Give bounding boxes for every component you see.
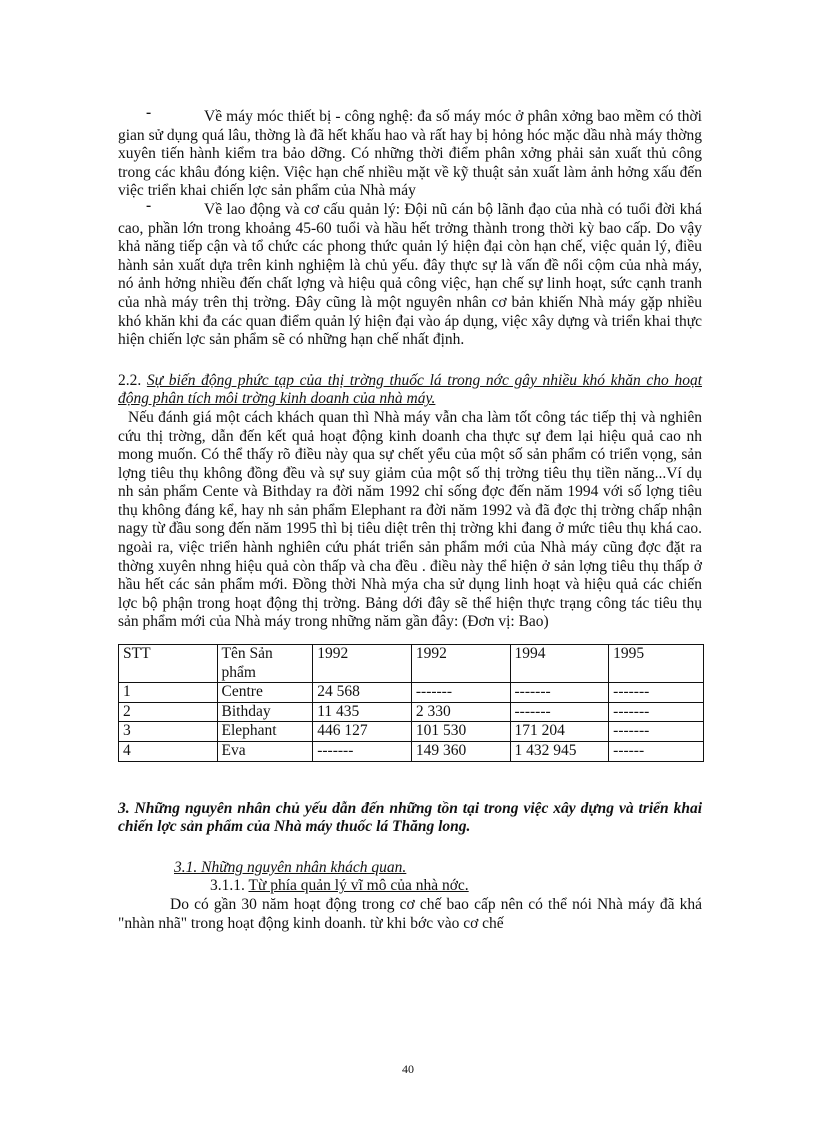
table-cell: Eva: [217, 742, 313, 762]
table-cell: 2: [119, 702, 218, 722]
table-cell: 2 330: [411, 702, 510, 722]
table-cell: 1 432 945: [510, 742, 609, 762]
table-cell: 1: [119, 683, 218, 703]
table-cell: -------: [411, 683, 510, 703]
table-cell: -------: [313, 742, 412, 762]
bullet-mark: -: [146, 104, 152, 121]
product-sales-table: [118, 644, 704, 762]
section-2-2-heading: 2.2. Sự biến động phức tạp của thị trờng thuốc lá trong nớc gây nhiều khó khăn cho hoạt động phân tích môi trờng kinh doanh của nhà máy.: [118, 371, 702, 408]
document-page: [118, 104, 702, 933]
table-header-cell: Tên Sản phẩm: [217, 645, 313, 683]
bullet-mark: -: [146, 196, 152, 214]
table-cell: -------: [510, 683, 609, 703]
table-row: [119, 742, 704, 762]
table-row: [119, 702, 704, 722]
table-cell: Bithday: [217, 702, 313, 722]
table-cell: Elephant: [217, 722, 313, 742]
table-cell: 101 530: [411, 722, 510, 742]
paragraph-labor: - Về lao động và cơ cấu quản lý: Đội nũ cán bộ lãnh đạo của nhà có tuổi đời khá cao, phần lớn trong khoảng 45-60 tuổi và hầu hết trởng thành trong thời kỳ bao cấp. Do vậy khả năng tiếp cận và tổ chức các phong thức quản lý hiện đại còn hạn chế, việc quản lý, điều hành sản xuất dựa trên kinh nghiệm là chủ yếu. đây thực sự là vấn đề nổi cộm của nhà máy, nó ảnh hởng nhiều đến chất lợng và hiệu quả công việc, hạn chế sự linh hoạt, sức cạnh tranh của nhà máy trên thị trờng. Đây cũng là một nguyên nhân cơ bản khiến Nhà máy gặp nhiều khó khăn khi đa các quan điểm quản lý hiện đại vào áp dụng, việc xây dựng và triển khai thực hiện chiến lợc sản phẩm sẽ có những hạn chế nhất định.: [118, 196, 702, 349]
table-cell: 3: [119, 722, 218, 742]
section-2-2-body: Nếu đánh giá một cách khách quan thì Nhà máy vẫn cha làm tốt công tác tiếp thị và nghiên cứu thị trờng, dẫn đến kết quả hoạt động kinh doanh cha thực sự đem lại hiệu quả cao nh mong muốn. Có thể thấy rõ điều này qua sự chết yểu của một số sản phẩm có triển vọng, sản lợng tiêu thụ không đồng đều và sự suy giảm của một số thị trờng tiêu thụ tiền năng...Ví dụ nh sản phẩm Cente và Bithday ra đời năm 1992 chỉ sống đợc đến năm 1994 với số lợng tiêu thụ không đáng kể, hay nh sản phẩm Elephant ra đời năm 1992 và đã đợc thị trờng chấp nhận nagy từ đầu song đến năm 1995 thì bị tiêu diệt trên thị trờng khi đang ở mức tiêu thụ khá cao. ngoài ra, việc triển hành nghiên cứu phát triển sản phẩm mới của Nhà máy cũng đợc đặt ra thờng xuyên nhng hiệu quả còn thấp và cha đều . điều này thể hiện ở sản lợng tiêu thụ thấp ở hầu hết các sản phẩm mới. Đồng thời Nhà mýa cha sử dụng linh hoạt và hiệu quả các chiến lợc bộ phận trong hoạt động thị trờng. Bảng dới đây sẽ thể hiện thực trạng công tác tiêu thụ sản phẩm mới của Nhà máy trong những năm gần đây: (Đơn vị: Bao): [118, 408, 702, 631]
table-header-cell: STT: [119, 645, 218, 683]
table-row: [119, 722, 704, 742]
table-cell: 446 127: [313, 722, 412, 742]
table-cell: -------: [510, 702, 609, 722]
table-cell: 4: [119, 742, 218, 762]
table-header-row: [119, 645, 704, 683]
table-cell: -------: [609, 702, 704, 722]
table-header-cell: 1992: [313, 645, 412, 683]
table-cell: 24 568: [313, 683, 412, 703]
closing-paragraph: Do có gần 30 năm hoạt động trong cơ chế bao cấp nên có thể nói Nhà máy đã khá "nhàn nhã" trong hoạt động kinh doanh. từ khi bớc vào cơ chế: [118, 895, 702, 932]
table-cell: 149 360: [411, 742, 510, 762]
section-3-1-heading: 3.1. Những nguyên nhân khách quan.: [174, 858, 407, 876]
table-cell: -------: [609, 683, 704, 703]
paragraph-equipment: - Về máy móc thiết bị - công nghệ: đa số máy móc ở phân xởng bao mềm có thời gian sử dụng quá lâu, thờng là đã hết khấu hao và rất hay bị hỏng hóc mặc dầu nhà máy thờng xuyên tiến hành kiểm tra bảo dỡng. Có những thời điểm phân xởng phải sản xuất thủ công trong các khâu đóng kiện. Việc hạn chế nhiều mặt về kỹ thuật sản xuất làm ảnh hởng xấu đến việc triển khai chiến lợc sản phẩm của Nhà máy: [118, 104, 702, 200]
table-cell: ------: [609, 742, 704, 762]
table-cell: Centre: [217, 683, 313, 703]
table-cell: 11 435: [313, 702, 412, 722]
section-3-heading: 3. Những nguyên nhân chủ yếu dẫn đến những tồn tại trong việc xây dựng và triển khai chiến lợc sản phẩm của Nhà máy thuốc lá Thăng long.: [118, 799, 702, 836]
table-cell: 171 204: [510, 722, 609, 742]
table-header-cell: 1992: [411, 645, 510, 683]
table-row: [119, 683, 704, 703]
table-header-cell: 1995: [609, 645, 704, 683]
page-number: 40: [402, 1062, 414, 1076]
table-header-cell: 1994: [510, 645, 609, 683]
section-3-1-1-heading: 3.1.1. Từ phía quản lý vĩ mô của nhà nớc.: [210, 877, 469, 895]
table-cell: -------: [609, 722, 704, 742]
